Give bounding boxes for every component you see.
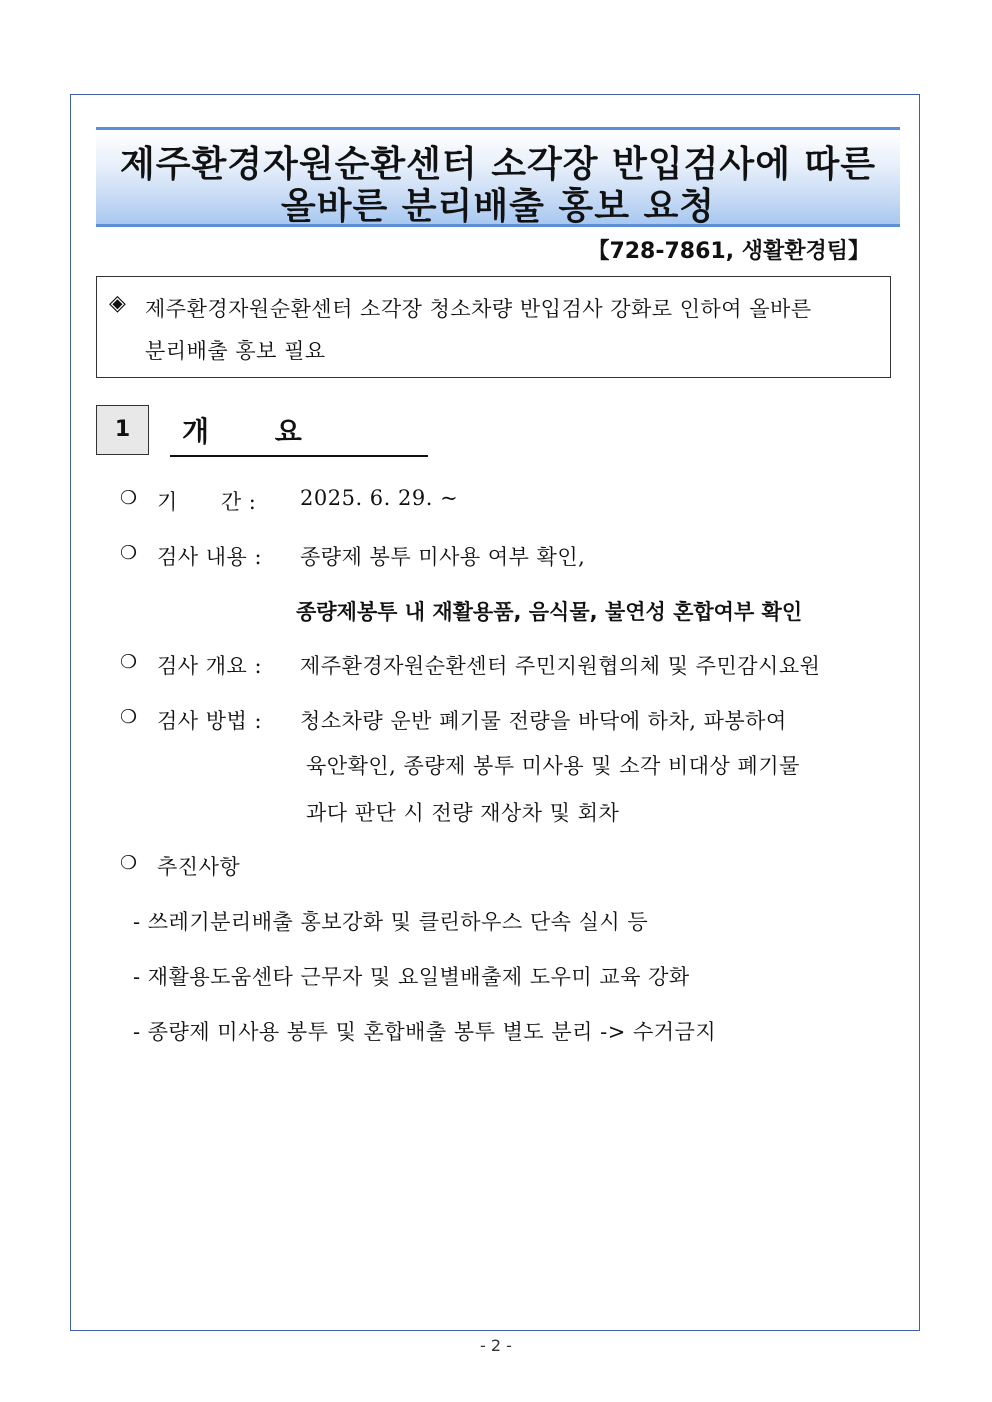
progress-item-3: - 종량제 미사용 봉투 및 혼합배출 봉투 별도 분리 -> 수거금지 xyxy=(133,1020,717,1044)
circle-bullet-icon: ❍ xyxy=(120,542,138,564)
content-label: 검사 내용 : xyxy=(157,545,263,569)
overview-value: 제주환경자원순환센터 주민지원협의체 및 주민감시요원 xyxy=(300,654,821,678)
period-label: 기 간 : xyxy=(157,490,257,514)
period-value: 2025. 6. 29. ~ xyxy=(300,486,459,510)
content-value-line1: 종량제 봉투 미사용 여부 확인, xyxy=(300,545,586,569)
document-title-line1: 제주환경자원순환센터 소각장 반입검사에 따른 xyxy=(119,144,877,185)
document-title-line2: 올바른 분리배출 홍보 요청 xyxy=(280,186,716,227)
contact-info: 【728-7861, 생활환경팀】 xyxy=(587,239,870,264)
content-value-line2: 종량제봉투 내 재활용품, 음식물, 불연성 혼합여부 확인 xyxy=(296,600,803,624)
overview-label: 검사 개요 : xyxy=(157,654,263,678)
progress-label: 추진사항 xyxy=(157,855,241,879)
section-title: 개 요 xyxy=(182,415,330,448)
circle-bullet-icon: ❍ xyxy=(120,706,138,728)
method-value-line3: 과다 판단 시 전량 재상차 및 회차 xyxy=(306,801,620,825)
summary-text-line1: 제주환경자원순환센터 소각장 청소차량 반입검사 강화로 인하여 올바른 xyxy=(145,297,812,321)
section-number: 1 xyxy=(96,405,149,455)
circle-bullet-icon: ❍ xyxy=(120,651,138,673)
title-banner xyxy=(96,127,900,227)
method-value-line2: 육안확인, 종량제 봉투 미사용 및 소각 비대상 폐기물 xyxy=(306,754,800,778)
circle-bullet-icon: ❍ xyxy=(120,487,138,509)
circle-bullet-icon: ❍ xyxy=(120,852,138,874)
progress-item-2: - 재활용도움센타 근무자 및 요일별배출제 도우미 교육 강화 xyxy=(133,965,690,989)
diamond-bullet-icon: ◈ xyxy=(109,291,126,316)
page-number: - 2 - xyxy=(480,1336,512,1355)
method-label: 검사 방법 : xyxy=(157,709,263,733)
method-value-line1: 청소차량 운반 폐기물 전량을 바닥에 하차, 파봉하여 xyxy=(300,709,787,733)
progress-item-1: - 쓰레기분리배출 홍보강화 및 클린하우스 단속 실시 등 xyxy=(133,910,649,934)
summary-text-line2: 분리배출 홍보 필요 xyxy=(145,339,326,363)
section-underline xyxy=(170,455,428,457)
summary-box xyxy=(96,276,891,378)
